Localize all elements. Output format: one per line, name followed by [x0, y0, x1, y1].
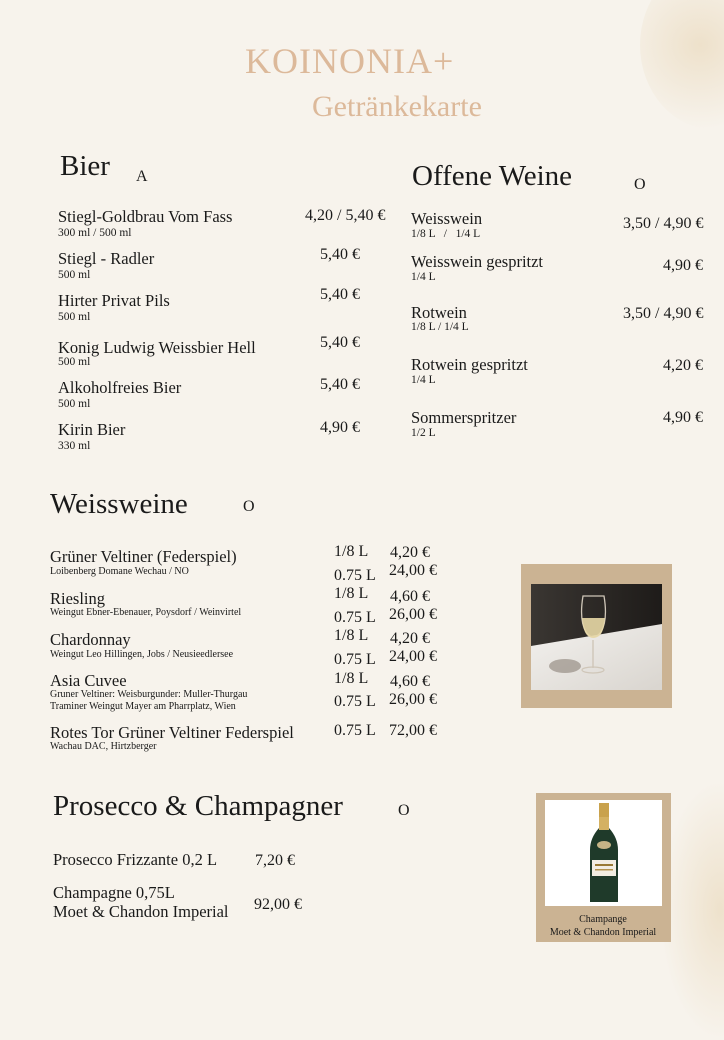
open-wine-item-price: 3,50 / 4,90 €: [623, 215, 704, 232]
white-wine-item-desc: Traminer Weingut Mayer am Pharrplatz, Wien: [50, 701, 236, 712]
white-wine-item-size: 1/8 L: [334, 627, 369, 644]
beer-item-size: 330 ml: [58, 440, 91, 452]
open-wine-item-name: Weisswein: [411, 209, 483, 228]
beer-section-tag: A: [136, 168, 148, 185]
white-wine-item-price: 24,00 €: [389, 562, 437, 579]
white-wine-item-size: 0.75 L: [334, 609, 376, 626]
beer-item-price: 4,20 / 5,40 €: [305, 207, 386, 224]
decor-wash-top-right: [640, 0, 724, 130]
white-wine-item-desc: Wachau DAC, Hirtzberger: [50, 741, 157, 752]
beer-item-price: 5,40 €: [320, 334, 360, 351]
white-wine-item-size: 0.75 L: [334, 693, 376, 710]
beer-item-size: 500 ml: [58, 398, 91, 410]
beer-item-price: 5,40 €: [320, 376, 360, 393]
wine-glass-photo: [531, 584, 662, 690]
white-wines-section-tag: O: [243, 498, 255, 515]
sparkling-item-price: 92,00 €: [254, 896, 302, 913]
open-wine-item-price: 4,90 €: [663, 409, 703, 426]
open-wines-section-tag: O: [634, 176, 646, 193]
open-wine-item-name: Weisswein gespritzt: [411, 252, 544, 271]
open-wine-item-size: 1/8 L / 1/4 L: [411, 321, 469, 333]
sparkling-section-tag: O: [398, 802, 410, 819]
brand-title: KOINONIA+: [245, 41, 455, 81]
beer-item-size: 300 ml / 500 ml: [58, 227, 132, 239]
beer-item-price: 4,90 €: [320, 419, 360, 436]
open-wines-section-title: Offene Weine: [412, 160, 573, 192]
champagne-caption: Moet & Chandon Imperial: [549, 927, 657, 938]
open-wine-item-price: 4,90 €: [663, 257, 703, 274]
white-wine-item-size: 0.75 L: [334, 651, 376, 668]
wine-glass-photo-frame: [521, 564, 672, 708]
beer-item-size: 500 ml: [58, 269, 91, 281]
white-wine-item-name: Asia Cuvee: [50, 671, 127, 690]
open-wine-item-size: 1/4 L: [411, 271, 436, 283]
beer-item-price: 5,40 €: [320, 286, 360, 303]
open-wine-item-name: Rotwein: [411, 303, 467, 322]
page-subtitle: Getränkekarte: [312, 90, 482, 123]
sparkling-item-price: 7,20 €: [255, 852, 295, 869]
champagne-caption: Champange: [579, 914, 627, 925]
white-wine-item-desc: Weingut Ebner-Ebenauer, Poysdorf / Weinvirtel: [50, 607, 242, 618]
white-wine-item-price: 26,00 €: [389, 691, 437, 708]
white-wine-item-price: 4,20 €: [390, 630, 430, 647]
white-wines-section-title: Weissweine: [50, 488, 188, 520]
beer-item-size: 500 ml: [58, 356, 91, 368]
open-wine-item-size: 1/4 L: [411, 374, 436, 386]
champagne-bottle-icon: [545, 800, 662, 906]
white-wine-item-size: 0.75 L: [334, 722, 376, 739]
beer-item-name: Stiegl - Radler: [58, 249, 155, 268]
white-wine-item-name: Rotes Tor Grüner Veltiner Federspiel: [50, 723, 294, 742]
open-wine-item-name: Sommerspritzer: [411, 408, 517, 427]
sparkling-item-name-line2: Moet & Chandon Imperial: [53, 902, 229, 921]
beer-item-name: Konig Ludwig Weissbier Hell: [58, 338, 256, 357]
beer-item-price: 5,40 €: [320, 246, 360, 263]
white-wine-item-size: 0.75 L: [334, 567, 376, 584]
open-wine-item-size: 1/8 L / 1/4 L: [411, 228, 481, 240]
white-wine-item-price: 4,60 €: [390, 588, 430, 605]
white-wine-item-name: Chardonnay: [50, 630, 131, 649]
white-wine-item-price: 72,00 €: [389, 722, 437, 739]
white-wine-item-size: 1/8 L: [334, 585, 369, 602]
white-wine-item-price: 26,00 €: [389, 606, 437, 623]
white-wine-item-desc: Weingut Leo Hillingen, Jobs / Neusieedlersee: [50, 649, 234, 660]
white-wine-item-size: 1/8 L: [334, 543, 369, 560]
beer-item-name: Kirin Bier: [58, 420, 126, 439]
champagne-photo: [545, 800, 662, 906]
white-wine-item-name: Riesling: [50, 589, 106, 608]
sparkling-item-name: Prosecco Frizzante 0,2 L: [53, 850, 218, 869]
sparkling-section-title: Prosecco & Champagner: [53, 790, 343, 822]
open-wine-item-size: 1/2 L: [411, 427, 436, 439]
white-wine-item-price: 24,00 €: [389, 648, 437, 665]
white-wine-item-size: 1/8 L: [334, 670, 369, 687]
beer-item-name: Stiegl-Goldbrau Vom Fass: [58, 207, 233, 226]
white-wine-item-price: 4,60 €: [390, 673, 430, 690]
white-wine-item-name: Grüner Veltiner (Federspiel): [50, 547, 237, 566]
beer-section-title: Bier: [60, 150, 110, 182]
open-wine-item-name: Rotwein gespritzt: [411, 355, 528, 374]
champagne-photo-frame: [536, 793, 671, 942]
beer-item-size: 500 ml: [58, 311, 91, 323]
white-wine-item-desc: Loibenberg Domane Wechau / NO: [50, 566, 189, 577]
white-wine-item-desc: Gruner Veltiner: Weisburgunder: Muller-Thurgau: [50, 689, 248, 700]
white-wine-item-price: 4,20 €: [390, 544, 430, 561]
open-wine-item-price: 3,50 / 4,90 €: [623, 305, 704, 322]
open-wine-item-price: 4,20 €: [663, 357, 703, 374]
beer-item-name: Hirter Privat Pils: [58, 291, 170, 310]
sparkling-item-name: Champagne 0,75L: [53, 883, 175, 902]
beer-item-name: Alkoholfreies Bier: [58, 378, 182, 397]
